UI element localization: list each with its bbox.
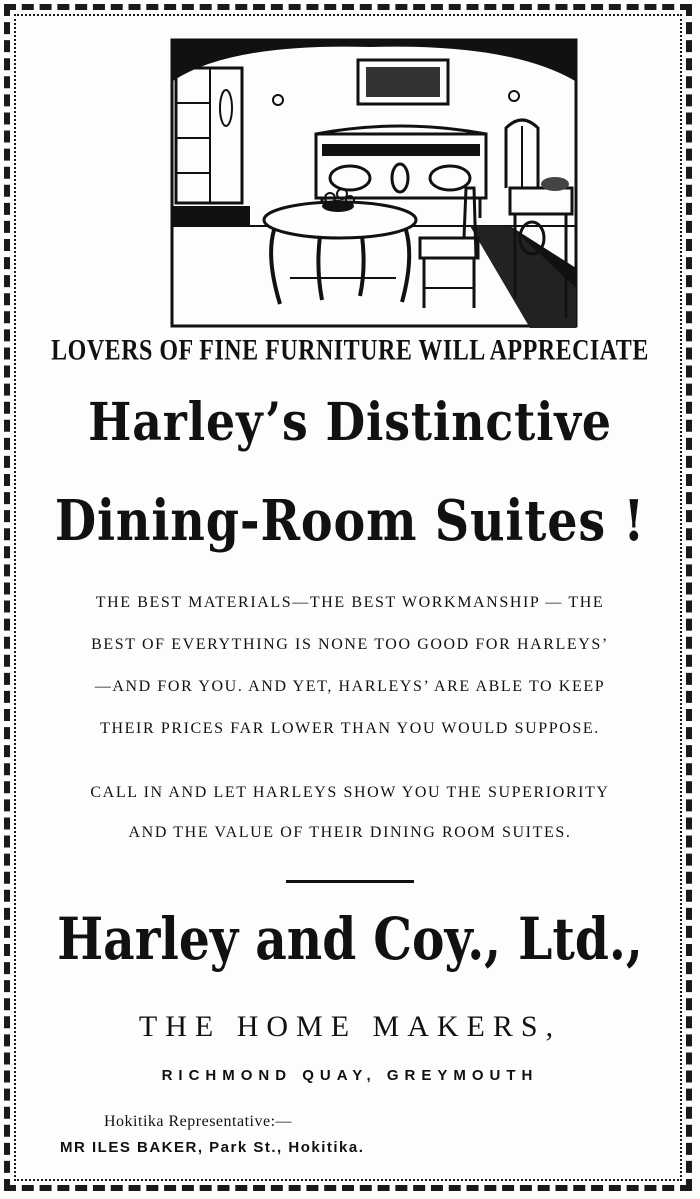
- representative-name: MR ILES BAKER, Park St., Hokitika.: [60, 1139, 365, 1156]
- divider-rule: [286, 880, 414, 883]
- headline: LOVERS OF FINE FURNITURE WILL APPRECIATE: [51, 334, 649, 368]
- tagline: THE HOME MAKERS,: [138, 1010, 562, 1043]
- call-line: CALL IN AND LET HARLEYS SHOW YOU THE SUPERIORITY: [90, 784, 610, 801]
- dining-room-illustration: [170, 38, 578, 328]
- body-line: THEIR PRICES FAR LOWER THAN YOU WOULD SUPPOSE.: [100, 720, 600, 737]
- body-line: THE BEST MATERIALS—THE BEST WORKMANSHIP — THE: [95, 594, 605, 611]
- body-line: BEST OF EVERYTHING IS NONE TOO GOOD FOR HARLEYS’: [91, 636, 609, 653]
- call-line: AND THE VALUE OF THEIR DINING ROOM SUITES.: [128, 824, 572, 841]
- body-line: —AND FOR YOU. AND YET, HARLEYS’ ARE ABLE TO KEEP: [94, 678, 606, 695]
- address: RICHMOND QUAY, GREYMOUTH: [161, 1067, 539, 1084]
- company-name: Harley and Coy., Ltd.,: [57, 905, 643, 973]
- title-line-1: Harley’s Distinctive: [88, 392, 612, 453]
- representative-label: Hokitika Representative:—: [104, 1113, 293, 1130]
- title-line-2: Dining-Room Suites !: [54, 488, 646, 554]
